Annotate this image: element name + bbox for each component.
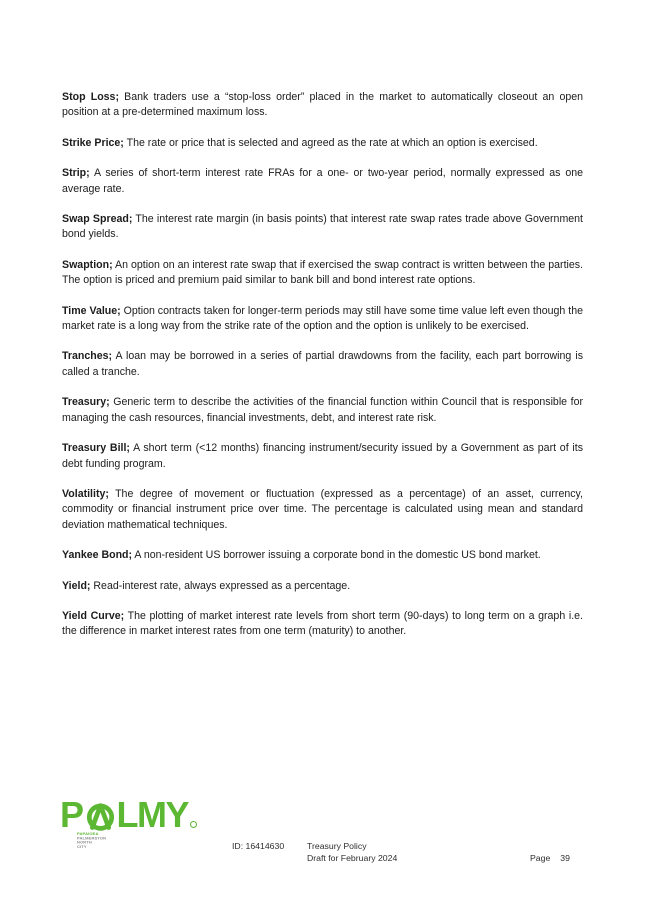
glossary-definition: Read-interest rate, always expressed as a percentage.	[90, 579, 351, 592]
glossary-entry	[62, 304, 583, 335]
glossary-entry	[62, 487, 583, 533]
glossary-term: Tranches;	[62, 350, 113, 363]
glossary-term: Yield;	[62, 579, 91, 592]
glossary-definition: An option on an interest rate swap that if exercised the swap contract is written between the parties. The option is priced and premium paid similar to bank bill and bond interest rate options.	[62, 258, 583, 287]
document-id: ID: 16414630	[232, 841, 285, 851]
glossary-definition: The interest rate margin (in basis points) that interest rate swap rates trade above Government bond yields.	[62, 213, 583, 241]
glossary-entry	[62, 90, 583, 121]
glossary-entry	[62, 548, 583, 563]
glossary-term: Stop Loss;	[62, 91, 119, 103]
glossary-definition: A series of short-term interest rate FRAs for a one- or two-year period, normally expressed as one average rate.	[62, 167, 583, 195]
logo-a-mountain-icon	[85, 800, 116, 831]
logo-subtext-line: CITY	[77, 844, 87, 849]
glossary-entry	[62, 395, 583, 426]
logo-subtext-line: PALMERSTON	[77, 835, 107, 841]
glossary-term: Strike Price;	[62, 136, 124, 149]
glossary-definition: A loan may be borrowed in a series of partial drawdowns from the facility, each part borrowing is called a tranche.	[62, 350, 583, 378]
glossary-definition: Generic term to describe the activities of the financial function within Council that is responsible for managing the cash resources, financial investments, debt, and interest rate risk.	[62, 396, 583, 424]
glossary-term: Yield Curve;	[62, 609, 125, 622]
glossary-definition: The rate or price that is selected and agreed as the rate at which an option is exercised.	[123, 136, 538, 149]
glossary-entry	[62, 166, 583, 197]
glossary-term: Swaption;	[62, 258, 113, 271]
glossary-definition: The plotting of market interest rate levels from short term (90-days) to long term on a graph i.e. the difference in market interest rates from one term (maturity) to another.	[62, 609, 584, 638]
glossary-term: Treasury Bill;	[62, 442, 130, 455]
logo-subtext-papaioea: PAPAIOEA	[77, 831, 99, 836]
page-label: Page	[530, 852, 551, 863]
glossary-definition: A short term (<12 months) financing instrument/security issued by a Government as part of its debt funding program.	[62, 442, 583, 470]
registered-trademark-icon	[190, 821, 197, 828]
document-status: Draft for February 2024	[307, 852, 398, 863]
glossary-term: Swap Spread;	[62, 213, 133, 226]
glossary-term: Time Value;	[62, 304, 121, 317]
glossary-term: Strip;	[62, 167, 90, 180]
glossary-definition: Bank traders use a “stop-loss order” placed in the market to automatically closeout an open position at a pre-determined maximum loss.	[62, 91, 584, 119]
glossary-definition: The degree of movement or fluctuation (expressed as a percentage) of an asset, currency, commodity or financial instrument price over time. The percentage is calculated using mean and standard deviation mathematical techniques.	[62, 487, 583, 531]
logo-subtext	[77, 832, 137, 849]
page-footer	[0, 795, 645, 875]
glossary-entry	[62, 136, 583, 151]
glossary-definition: Option contracts taken for longer-term periods may still have some time value left even though the market rate is a long way from the strike rate of the option and the option is unlikely to be exercised.	[62, 304, 583, 333]
logo-subtext-line: NORTH	[77, 840, 92, 845]
palmy-logo	[60, 794, 197, 866]
glossary-term: Volatility;	[62, 487, 109, 500]
glossary-entry	[62, 258, 583, 289]
glossary-term: Treasury;	[62, 396, 110, 409]
page-number	[530, 853, 570, 865]
glossary-entry	[62, 579, 583, 594]
glossary-entry	[62, 609, 583, 640]
glossary-entry	[62, 349, 583, 380]
document-title-block	[307, 841, 397, 864]
glossary-term: Yankee Bond;	[62, 549, 133, 562]
logo-letter-p: P	[60, 794, 83, 835]
glossary-entry	[62, 441, 583, 472]
document-title: Treasury Policy	[307, 841, 367, 851]
glossary-list	[62, 90, 583, 655]
glossary-entry	[62, 212, 583, 243]
glossary-definition: A non-resident US borrower issuing a corporate bond in the domestic US bond market.	[132, 549, 541, 562]
logo-letters-lmy: LMY	[116, 794, 189, 835]
page-number-value: 39	[560, 852, 570, 863]
